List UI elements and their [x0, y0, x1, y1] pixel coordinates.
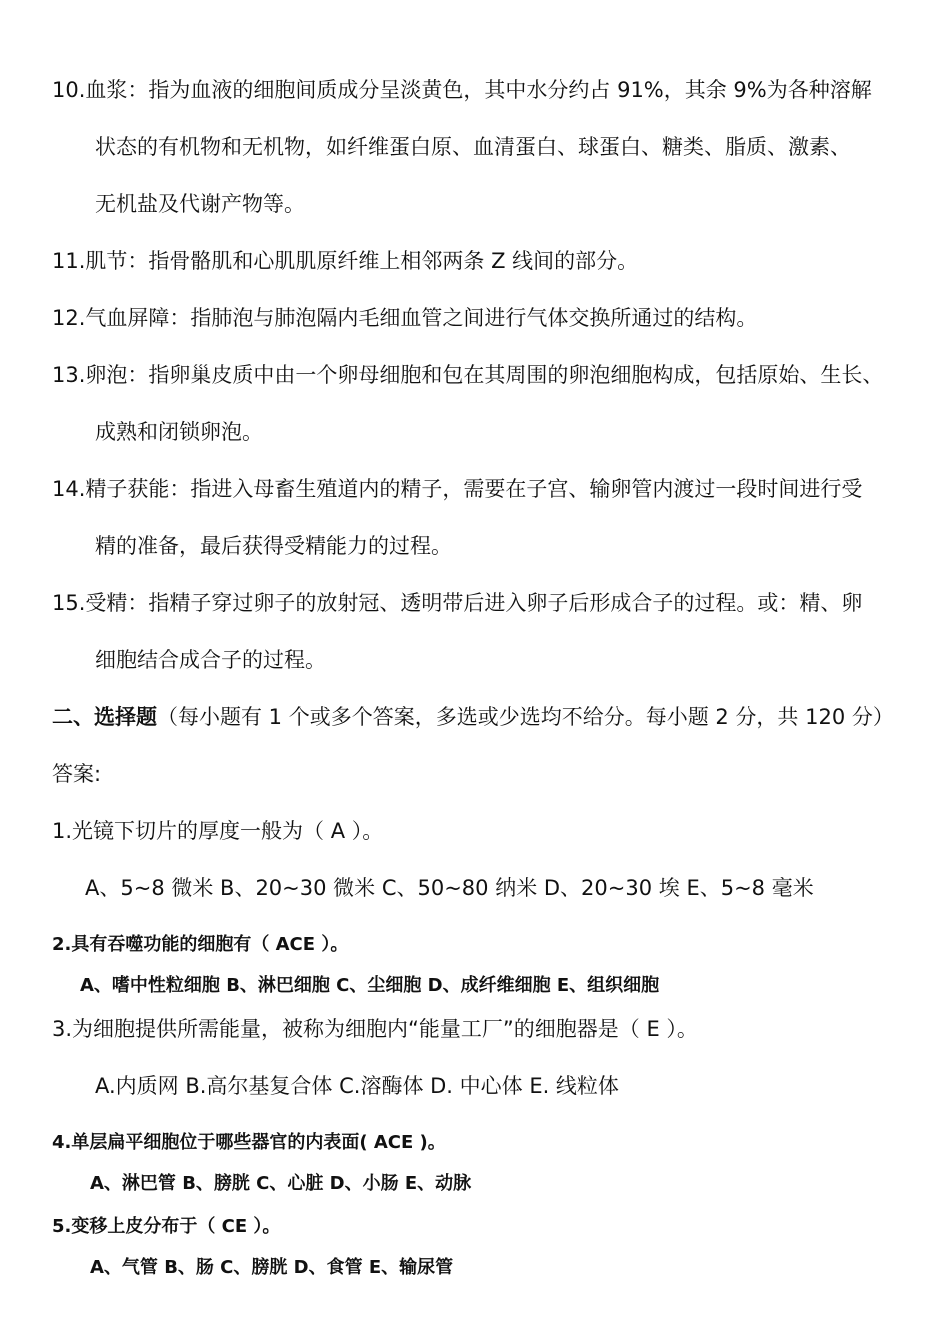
definition-14-line-2: 精的准备，最后获得受精能力的过程。	[95, 534, 452, 558]
question-4: 4.单层扁平细胞位于哪些器官的内表面( ACE )。	[52, 1132, 446, 1153]
question-5: 5.变移上皮分布于（ CE ）。	[52, 1216, 281, 1237]
definition-number: 13.	[52, 363, 86, 387]
section-note: （每小题有 1 个或多个答案，多选或少选均不给分。每小题 2 分，共 120 分）	[157, 705, 894, 729]
question-3: 3.为细胞提供所需能量，被称为细胞内“能量工厂”的细胞器是（ E ）。	[52, 1017, 698, 1041]
question-5-options: A、气管 B、肠 C、膀胱 D、食管 E、输尿管	[90, 1257, 454, 1278]
definition-13-line-2: 成熟和闭锁卵泡。	[95, 420, 263, 444]
definition-text: 卵泡：指卵巢皮质中由一个卵母细胞和包在其周围的卵泡细胞构成，包括原始、生长、	[85, 363, 884, 387]
definition-13-line-1	[52, 360, 883, 390]
definition-number: 12.	[52, 306, 86, 330]
definition-number: 15.	[52, 591, 86, 615]
definition-text: 精子获能：指进入母畜生殖道内的精子，需要在子宫、输卵管内渡过一段时间进行受	[85, 477, 863, 501]
definition-number: 14.	[52, 477, 86, 501]
definition-number: 10.	[52, 78, 86, 102]
definition-text: 受精：指精子穿过卵子的放射冠、透明带后进入卵子后形成合子的过程。或：精、卵	[85, 591, 863, 615]
definition-15-line-1	[52, 588, 862, 618]
definition-15-line-2: 细胞结合成合子的过程。	[95, 648, 326, 672]
question-3-options: A.内质网 B.高尔基复合体 C.溶酶体 D. 中心体 E. 线粒体	[95, 1074, 619, 1098]
question-4-options: A、淋巴管 B、膀胱 C、心脏 D、小肠 E、动脉	[90, 1173, 472, 1194]
definition-text: 肌节：指骨骼肌和心肌肌原纤维上相邻两条 Z 线间的部分。	[85, 249, 639, 273]
definition-10-line-3: 无机盐及代谢产物等。	[95, 192, 305, 216]
question-2: 2.具有吞噬功能的细胞有（ ACE ）。	[52, 934, 349, 955]
answer-label: 答案:	[52, 762, 102, 786]
definition-10-line-1	[52, 75, 872, 105]
definition-number: 11.	[52, 249, 86, 273]
definition-text: 血浆：指为血液的细胞间质成分呈淡黄色，其中水分约占 91%，其余 9%为各种溶解	[85, 78, 872, 102]
definition-14-line-1	[52, 474, 862, 504]
definition-10-line-2: 状态的有机物和无机物，如纤维蛋白原、血清蛋白、球蛋白、糖类、脂质、激素、	[95, 135, 851, 159]
question-1-options: A、5~8 微米 B、20~30 微米 C、50~80 纳米 D、20~30 埃 E、5~8 毫米	[85, 876, 814, 900]
question-1: 1.光镜下切片的厚度一般为（ A ）。	[52, 819, 384, 843]
definition-11	[52, 246, 638, 276]
definition-12	[52, 303, 757, 333]
section-title: 二、选择题	[52, 705, 157, 729]
question-2-options: A、嗜中性粒细胞 B、淋巴细胞 C、尘细胞 D、成纤维细胞 E、组织细胞	[80, 975, 660, 996]
section-heading	[52, 702, 894, 732]
definition-text: 气血屏障：指肺泡与肺泡隔内毛细血管之间进行气体交换所通过的结构。	[85, 306, 758, 330]
